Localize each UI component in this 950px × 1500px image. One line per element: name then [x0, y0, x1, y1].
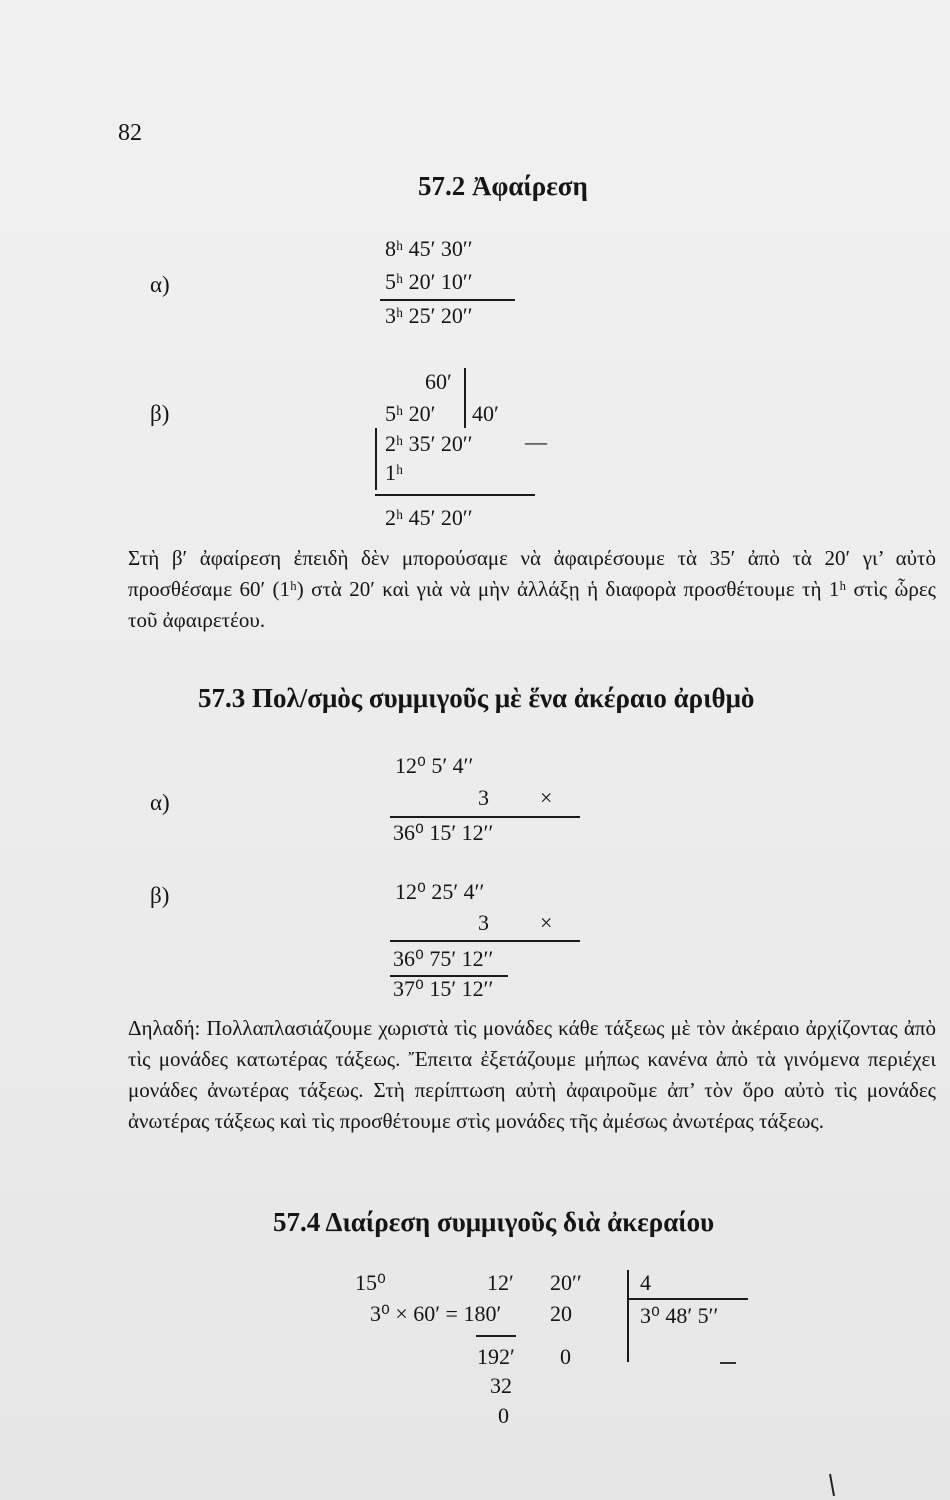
remainder-32: 32 [490, 1373, 512, 1398]
division-bar [627, 1270, 629, 1362]
case-b-label: β) [150, 401, 170, 426]
mult-b-multiplicand: 12⁰ 25′ 4′′ [395, 879, 485, 904]
dividend-minutes: 12′ [487, 1270, 514, 1295]
sum-rule [476, 1335, 516, 1337]
pencil-mark [820, 1470, 850, 1498]
borrow-60: 60′ [425, 369, 452, 394]
borrow-bar [464, 368, 466, 428]
divisor-rule [628, 1298, 748, 1300]
bracket-line [375, 428, 377, 490]
carry-40: 40′ [472, 401, 499, 426]
subtrahend-row: 5ʰ 20′ 10′′ [385, 269, 473, 294]
divisor: 4 [640, 1270, 651, 1295]
quotient: 3⁰ 48′ 5′′ [640, 1303, 719, 1328]
arrow-mark [718, 1358, 738, 1368]
degree-conversion: 3⁰ × 60′ = 180′ [370, 1301, 502, 1326]
minuend-b-row: 5ʰ 20′ [385, 401, 436, 426]
subtrahend-b-row: 2ʰ 35′ 20′′ [385, 431, 473, 456]
difference-row: 3ʰ 25′ 20′′ [385, 303, 473, 328]
mult-b-partial: 36⁰ 75′ 12′′ [393, 946, 494, 971]
mult-a-label: α) [150, 790, 170, 815]
mult-a-multiplier: 3 [478, 785, 489, 810]
difference-b-row: 2ʰ 45′ 20′′ [385, 505, 473, 530]
mult-b-label: β) [150, 883, 170, 908]
seconds-zero: 0 [560, 1344, 571, 1369]
dividend-seconds: 20′′ [550, 1270, 582, 1295]
times-sign: × [540, 785, 553, 810]
result-rule-b [375, 494, 535, 496]
seconds-remainder: 20 [550, 1301, 572, 1326]
minus-sign: — [525, 429, 547, 454]
mult-a-rule [390, 816, 580, 818]
mult-b-rule [390, 940, 580, 942]
mult-b-multiplier: 3 [478, 910, 489, 935]
result-rule [380, 299, 515, 301]
section-title-subtraction: 57.2 Ἀφαίρεση [418, 171, 588, 201]
section-title-division: 57.4 Διαίρεση συμμιγοῦς διὰ ἀκεραίου [273, 1207, 715, 1237]
minutes-sum: 192′ [477, 1344, 515, 1369]
times-sign-b: × [540, 910, 553, 935]
subtraction-explanation: Στὴ β′ ἀφαίρεση ἐπειδὴ δὲν μπορούσαμε νὰ ἀφαιρέσουμε τὰ 35′ ἀπὸ τὰ 20′ γι’ αὐτὸ προσθέσαμε 60′ (1ʰ) στὰ 20′ καὶ γιὰ νὰ μὴν ἀλλάξῃ ἡ διαφορὰ προσθέτουμε τὴ 1ʰ στὶς ὧρες τοῦ ἀφαιρετέου. [128, 546, 936, 632]
page-number: 82 [118, 120, 142, 146]
mult-a-product: 36⁰ 15′ 12′′ [393, 820, 494, 845]
mult-a-multiplicand: 12⁰ 5′ 4′′ [395, 753, 474, 778]
multiplication-explanation: Δηλαδή: Πολλαπλασιάζουμε χωριστὰ τὶς μονάδες κάθε τάξεως μὲ τὸν ἀκέραιο ἀρχίζοντας ἀπὸ τὶς μονάδες κατωτέρας τάξεως. Ἔπειτα ἐξετάζουμε μήπως κανένα ἀπὸ τὰ γινόμενα περιέχει μονάδες ἀνωτέρας τάξεως. Στὴ περίπτωση αὐτὴ ἀφαιροῦμε ἀπ’ τὸν ὅρο αὐτὸ τὶς μονάδες ἀνωτέρας τάξεως καὶ τὶς προσθέτουμε στὶς μονάδες τῆς ἀμέσως ἀνωτέρας τάξεως. [128, 1016, 936, 1133]
minuend-row: 8ʰ 45′ 30′′ [385, 236, 473, 261]
final-zero: 0 [498, 1403, 509, 1428]
mult-b-product: 37⁰ 15′ 12′′ [393, 976, 494, 1001]
section-title-multiplication: 57.3 Πολ/σμὸς συμμιγοῦς μὲ ἕνα ἀκέραιο ἀριθμὸ [198, 683, 755, 713]
carry-1h: 1ʰ [385, 460, 404, 485]
dividend-degrees: 15⁰ [355, 1270, 386, 1295]
case-a-label: α) [150, 272, 170, 297]
